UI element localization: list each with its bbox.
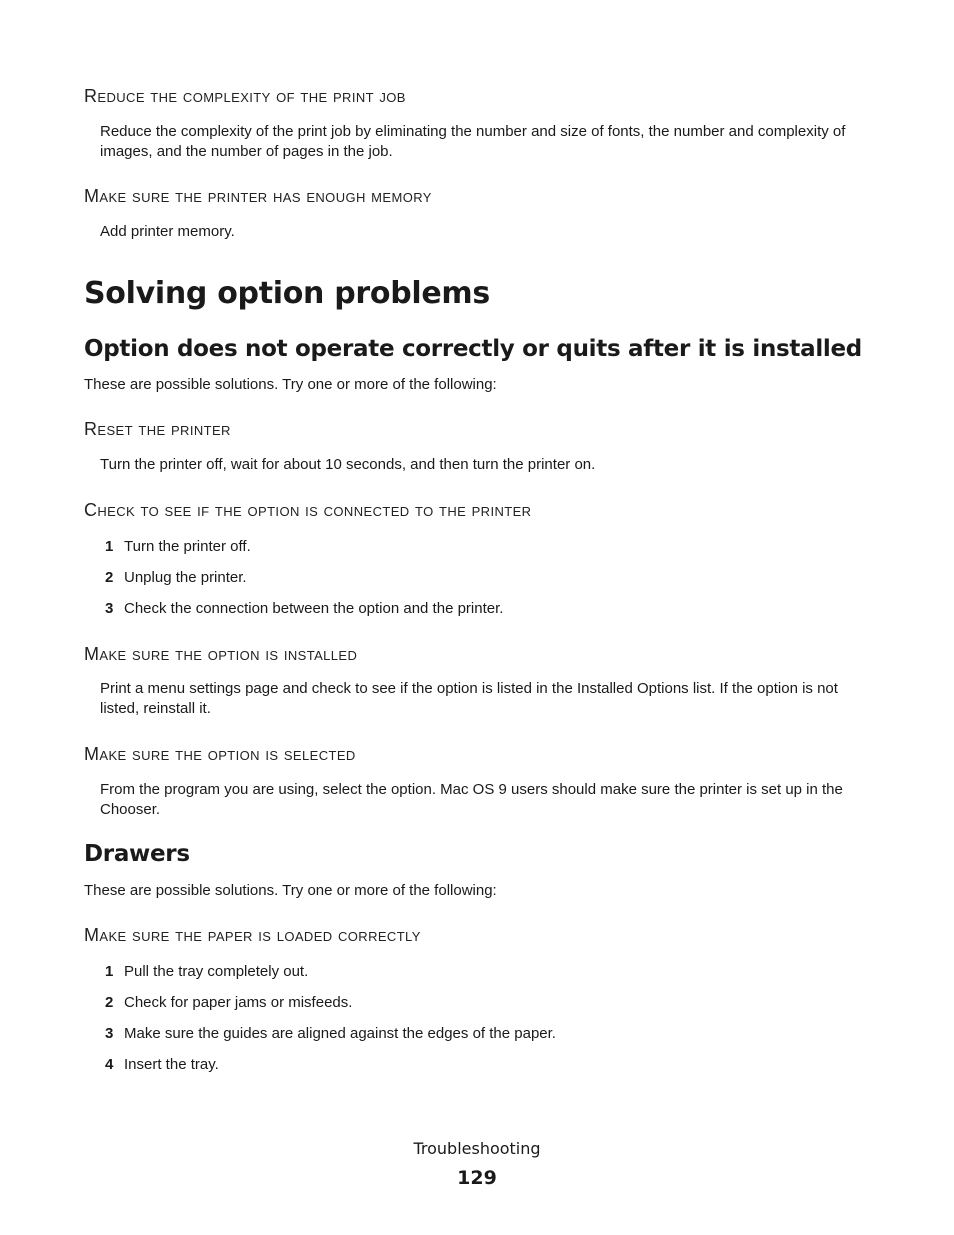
paper-heading: Make sure the paper is loaded correctly	[84, 925, 421, 945]
reduce-text: Reduce the complexity of the print job by eliminating the number and size of fonts, the number and complexity of images, and the number of pages in the job.	[100, 123, 846, 160]
option-title: Option does not operate correctly or quits after it is installed	[84, 336, 862, 362]
step-number: 3	[105, 600, 114, 617]
step-text: Insert the tray.	[124, 1056, 219, 1073]
option-intro: These are possible solutions. Try one or more of the following:	[84, 376, 497, 393]
reduce-heading: Reduce the complexity of the print job	[84, 86, 406, 106]
step-text: Check the connection between the option and the printer.	[124, 600, 504, 617]
footer-section-label: Troubleshooting	[413, 1139, 541, 1158]
step-number: 2	[105, 569, 114, 586]
installed-heading: Make sure the option is installed	[84, 644, 358, 664]
main-title: Solving option problems	[84, 276, 490, 311]
page-number: 129	[457, 1167, 497, 1189]
check-step	[100, 568, 247, 588]
drawers-title: Drawers	[84, 841, 190, 867]
reset-heading: Reset the printer	[84, 419, 231, 439]
paper-step	[100, 962, 308, 982]
selected-heading: Make sure the option is selected	[84, 744, 356, 764]
paper-step	[100, 993, 352, 1013]
step-text: Turn the printer off.	[124, 538, 251, 555]
selected-text: From the program you are using, select the option. Mac OS 9 users should make sure the printer is set up in the Chooser.	[100, 781, 843, 818]
step-text: Pull the tray completely out.	[124, 963, 309, 980]
step-number: 2	[105, 994, 114, 1011]
installed-text: Print a menu settings page and check to see if the option is listed in the Installed Options list. If the option is not listed, reinstall it.	[100, 680, 838, 717]
paper-step	[100, 1055, 219, 1075]
paper-step	[100, 1024, 556, 1044]
check-step	[100, 537, 251, 557]
step-text: Make sure the guides are aligned against the edges of the paper.	[124, 1025, 556, 1042]
step-text: Unplug the printer.	[124, 569, 247, 586]
check-step	[100, 599, 503, 619]
memory-heading: Make sure the printer has enough memory	[84, 186, 432, 206]
memory-text: Add printer memory.	[100, 223, 235, 240]
step-number: 3	[105, 1025, 114, 1042]
drawers-intro: These are possible solutions. Try one or more of the following:	[84, 882, 497, 899]
reset-text: Turn the printer off, wait for about 10 seconds, and then turn the printer on.	[100, 456, 596, 473]
step-number: 1	[105, 538, 114, 555]
check-heading: Check to see if the option is connected to the printer	[84, 500, 532, 520]
step-number: 1	[105, 963, 114, 980]
step-number: 4	[105, 1056, 114, 1073]
step-text: Check for paper jams or misfeeds.	[124, 994, 353, 1011]
